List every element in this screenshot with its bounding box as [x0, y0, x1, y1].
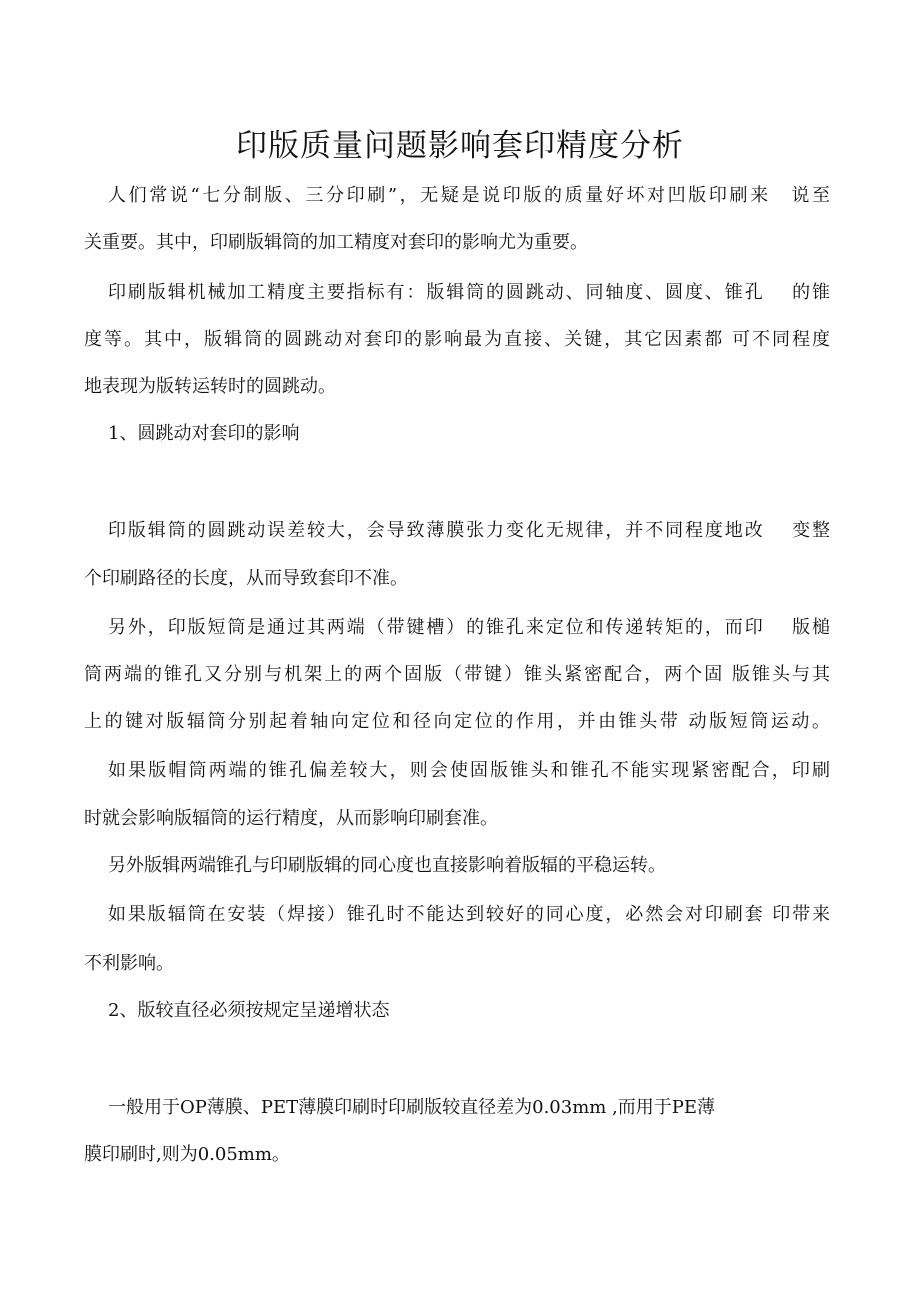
- paragraph-line: 一般用于OP薄膜、PET薄膜印刷时印刷版较直径差为0.03mm ,而用于PE薄: [108, 1097, 716, 1118]
- page-title: 印版质量问题影响套印精度分析: [236, 128, 684, 164]
- paragraph-line: 如果版辐筒在安装（焊接）锥孔时不能达到较好的同心度，必然会对印刷套 印带来: [108, 904, 830, 925]
- paragraph-line: 时就会影响版辐筒的运行精度，从而影响印刷套准。: [84, 808, 498, 829]
- section-heading: 2、版较直径必须按规定呈递增状态: [108, 1000, 390, 1021]
- paragraph-line: 度等。其中，版辑筒的圆跳动对套印的影响最为直接、关键，其它因素都 可不同程度: [84, 329, 830, 350]
- paragraph-line: 个印刷路径的长度，从而导致套印不准。: [84, 568, 408, 589]
- paragraph-line: 人们常说“七分制版、三分印刷”，无疑是说印版的质量好坏对凹版印刷来 说至: [108, 185, 830, 206]
- section-heading: 1、圆跳动对套印的影响: [108, 423, 300, 444]
- paragraph-line: 另外，印版短筒是通过其两端（带键槽）的锥孔来定位和传递转矩的，而印 版槌: [108, 617, 830, 638]
- paragraph-line: 印刷版辑机械加工精度主要指标有：版辑筒的圆跳动、同轴度、圆度、锥孔 的锥: [108, 282, 830, 303]
- paragraph-line: 膜印刷时,则为0.05mm。: [84, 1144, 290, 1165]
- paragraph-line: 另外版辑两端锥孔与印刷版辑的同心度也直接影响着版辐的平稳运转。: [108, 855, 666, 876]
- paragraph-line: 关重要。其中，印刷版辑筒的加工精度对套印的影响尤为重要。: [84, 232, 588, 253]
- paragraph-line: 印版辑筒的圆跳动误差较大，会导致薄膜张力变化无规律，并不同程度地改 变整: [108, 520, 830, 541]
- paragraph-line: 不利影响。: [84, 953, 174, 974]
- paragraph-line: 上的键对版辐筒分别起着轴向定位和径向定位的作用，并由锥头带 动版短筒运动。: [84, 711, 830, 732]
- paragraph-line: 筒两端的锥孔又分别与机架上的两个固版（带键）锥头紧密配合，两个固 版锥头与其: [84, 664, 830, 685]
- paragraph-line: 如果版帽筒两端的锥孔偏差较大，则会使固版锥头和锥孔不能实现紧密配合，印刷: [108, 760, 830, 781]
- paragraph-line: 地表现为版转运转时的圆跳动。: [84, 376, 336, 397]
